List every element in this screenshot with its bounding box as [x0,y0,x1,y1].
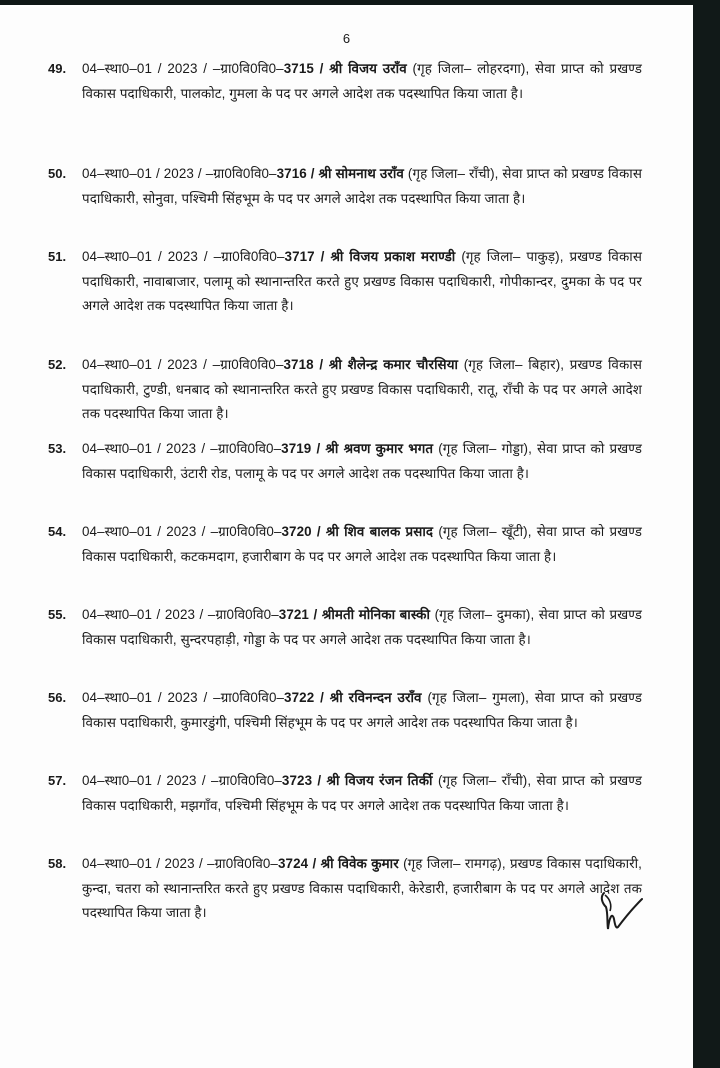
item-body [82,353,642,427]
reference-prefix: 04–स्था0–01 / 2023 / –ग्रा0वि0वि0– [82,773,282,788]
officer-name: श्री विवेक कुमार [320,856,399,871]
top-dark-bar [0,0,720,5]
posting-text: (गृह जिला– दुमका), सेवा प्राप्त को प्रखण्ड विकास पदाधिकारी, सुन्दरपहाड़ी, गोड्डा के पद पर अगले आदेश तक पदस्थापित किया जाता है। [82,607,642,647]
reference-prefix: 04–स्था0–01 / 2023 / –ग्रा0वि0वि0– [82,607,279,622]
item-body [82,686,642,735]
reference-prefix: 04–स्था0–01 / 2023 / –ग्रा0वि0वि0– [82,690,285,705]
reference-prefix: 04–स्था0–01 / 2023 / –ग्रा0वि0वि0– [82,856,278,871]
posting-text: (गृह जिला– खूँटी), सेवा प्राप्त को प्रखण्ड विकास पदाधिकारी, कटकमदाग, हजारीबाग के पद पर अगले आदेश तक पदस्थापित किया जाता है। [82,524,642,564]
posting-text: (गृह जिला– बिहार), प्रखण्ड विकास पदाधिकारी, टुण्डी, धनबाद को स्थानान्तरित करते हुए प्रखण्ड विकास पदाधिकारी, रातू, राँची के पद पर अगले आदेश तक पदस्थापित किया जाता है। [82,357,642,421]
reference-number: 3721 / [278,607,318,622]
posting-text: (गृह जिला– राँची), सेवा प्राप्त को प्रखण्ड विकास पदाधिकारी, मझगाँव, पश्चिमी सिंहभूम के पद पर अगले आदेश तक पदस्थापित किया जाता है। [82,773,643,813]
right-dark-panel [693,0,720,1068]
item-body [82,852,642,926]
reference-number: 3720 / [281,524,321,539]
item-number: 53. [48,441,67,456]
reference-prefix: 04–स्था0–01 / 2023 / –ग्रा0वि0वि0– [82,524,282,539]
reference-number: 3717 / [284,249,325,264]
item-number: 56. [48,690,67,705]
item-number: 58. [48,856,67,871]
item-body [82,162,642,211]
item-number: 52. [48,357,67,372]
reference-number: 3722 / [284,690,324,705]
item-body [82,520,642,569]
item-body [82,245,642,319]
item-body [82,437,642,486]
posting-text: (गृह जिला– गोड्डा), सेवा प्राप्त को प्रखण्ड विकास पदाधिकारी, उंटारी रोड, पलामू के पद पर अगले आदेश तक पदस्थापित किया जाता है। [82,441,642,481]
signature-initial [598,889,648,939]
item-body [82,603,642,652]
posting-text: (गृह जिला– पाकुड़), प्रखण्ड विकास पदाधिकारी, नावाबाजार, पलामू को स्थानान्तरित करते हुए प्रखण्ड विकास पदाधिकारी, गोपीकान्दर, दुमका के पद पर अगले आदेश तक पदस्थापित किया जाता है। [82,249,642,313]
reference-number: 3718 / [283,357,324,372]
item-body [82,769,642,818]
officer-name: श्री विजय प्रकाश मराण्डी [330,249,456,264]
reference-prefix: 04–स्था0–01 / 2023 / –ग्रा0वि0वि0– [82,166,277,181]
officer-name: श्री शिव बालक प्रसाद [325,524,434,539]
posting-text: (गृह जिला– राँची), सेवा प्राप्त को प्रखण्ड विकास पदाधिकारी, सोनुवा, पश्चिमी सिंहभूम के पद पर अगले आदेश तक पदस्थापित किया जाता है। [82,166,642,206]
item-number: 57. [48,773,67,788]
officer-name: श्री शैलेन्द्र कमार चौरसिया [328,357,459,372]
item-number: 54. [48,524,67,539]
reference-prefix: 04–स्था0–01 / 2023 / –ग्रा0वि0वि0– [82,357,284,372]
item-number: 51. [48,249,67,264]
reference-number: 3724 / [277,856,317,871]
reference-prefix: 04–स्था0–01 / 2023 / –ग्रा0वि0वि0– [82,61,284,76]
officer-name: श्री विजय रंजन तिर्की [326,773,433,788]
officer-name: श्री सोमनाथ उराँव [318,166,404,181]
reference-number: 3715 / [283,61,324,76]
item-number: 55. [48,607,67,622]
officer-name: श्री रविनन्दन उराँव [329,690,422,705]
reference-prefix: 04–स्था0–01 / 2023 / –ग्रा0वि0वि0– [82,249,285,264]
posting-text: (गृह जिला– रामगढ़), प्रखण्ड विकास पदाधिकारी, कुन्दा, चतरा को स्थानान्तरित करते हुए प्रखण्ड विकास पदाधिकारी, केरेडारी, हजारीबाग के पद पर अगले आदेश तक पदस्थापित किया जाता है। [82,856,643,920]
posting-text: (गृह जिला– लोहरदगा), सेवा प्राप्त को प्रखण्ड विकास पदाधिकारी, पालकोट, गुमला के पद पर अगले आदेश तक पदस्थापित किया जाता है। [82,61,642,101]
posting-text: (गृह जिला– गुमला), सेवा प्राप्त को प्रखण्ड विकास पदाधिकारी, कुमारडुंगी, पश्चिमी सिंहभूम के पद पर अगले आदेश तक पदस्थापित किया जाता है। [82,690,642,730]
reference-number: 3723 / [281,773,322,788]
item-body [82,57,642,106]
officer-name: श्रीमती मोनिका बास्की [321,607,431,622]
reference-number: 3716 / [276,166,315,181]
reference-prefix: 04–स्था0–01 / 2023 / –ग्रा0वि0वि0– [82,441,282,456]
document-page [0,7,693,1068]
item-number: 49. [48,61,67,76]
officer-name: श्री श्रवण कुमार भगत [325,441,434,456]
officer-name: श्री विजय उराँव [329,61,407,76]
reference-number: 3719 / [281,441,321,456]
item-number: 50. [48,166,67,181]
page-number: 6 [342,31,351,46]
